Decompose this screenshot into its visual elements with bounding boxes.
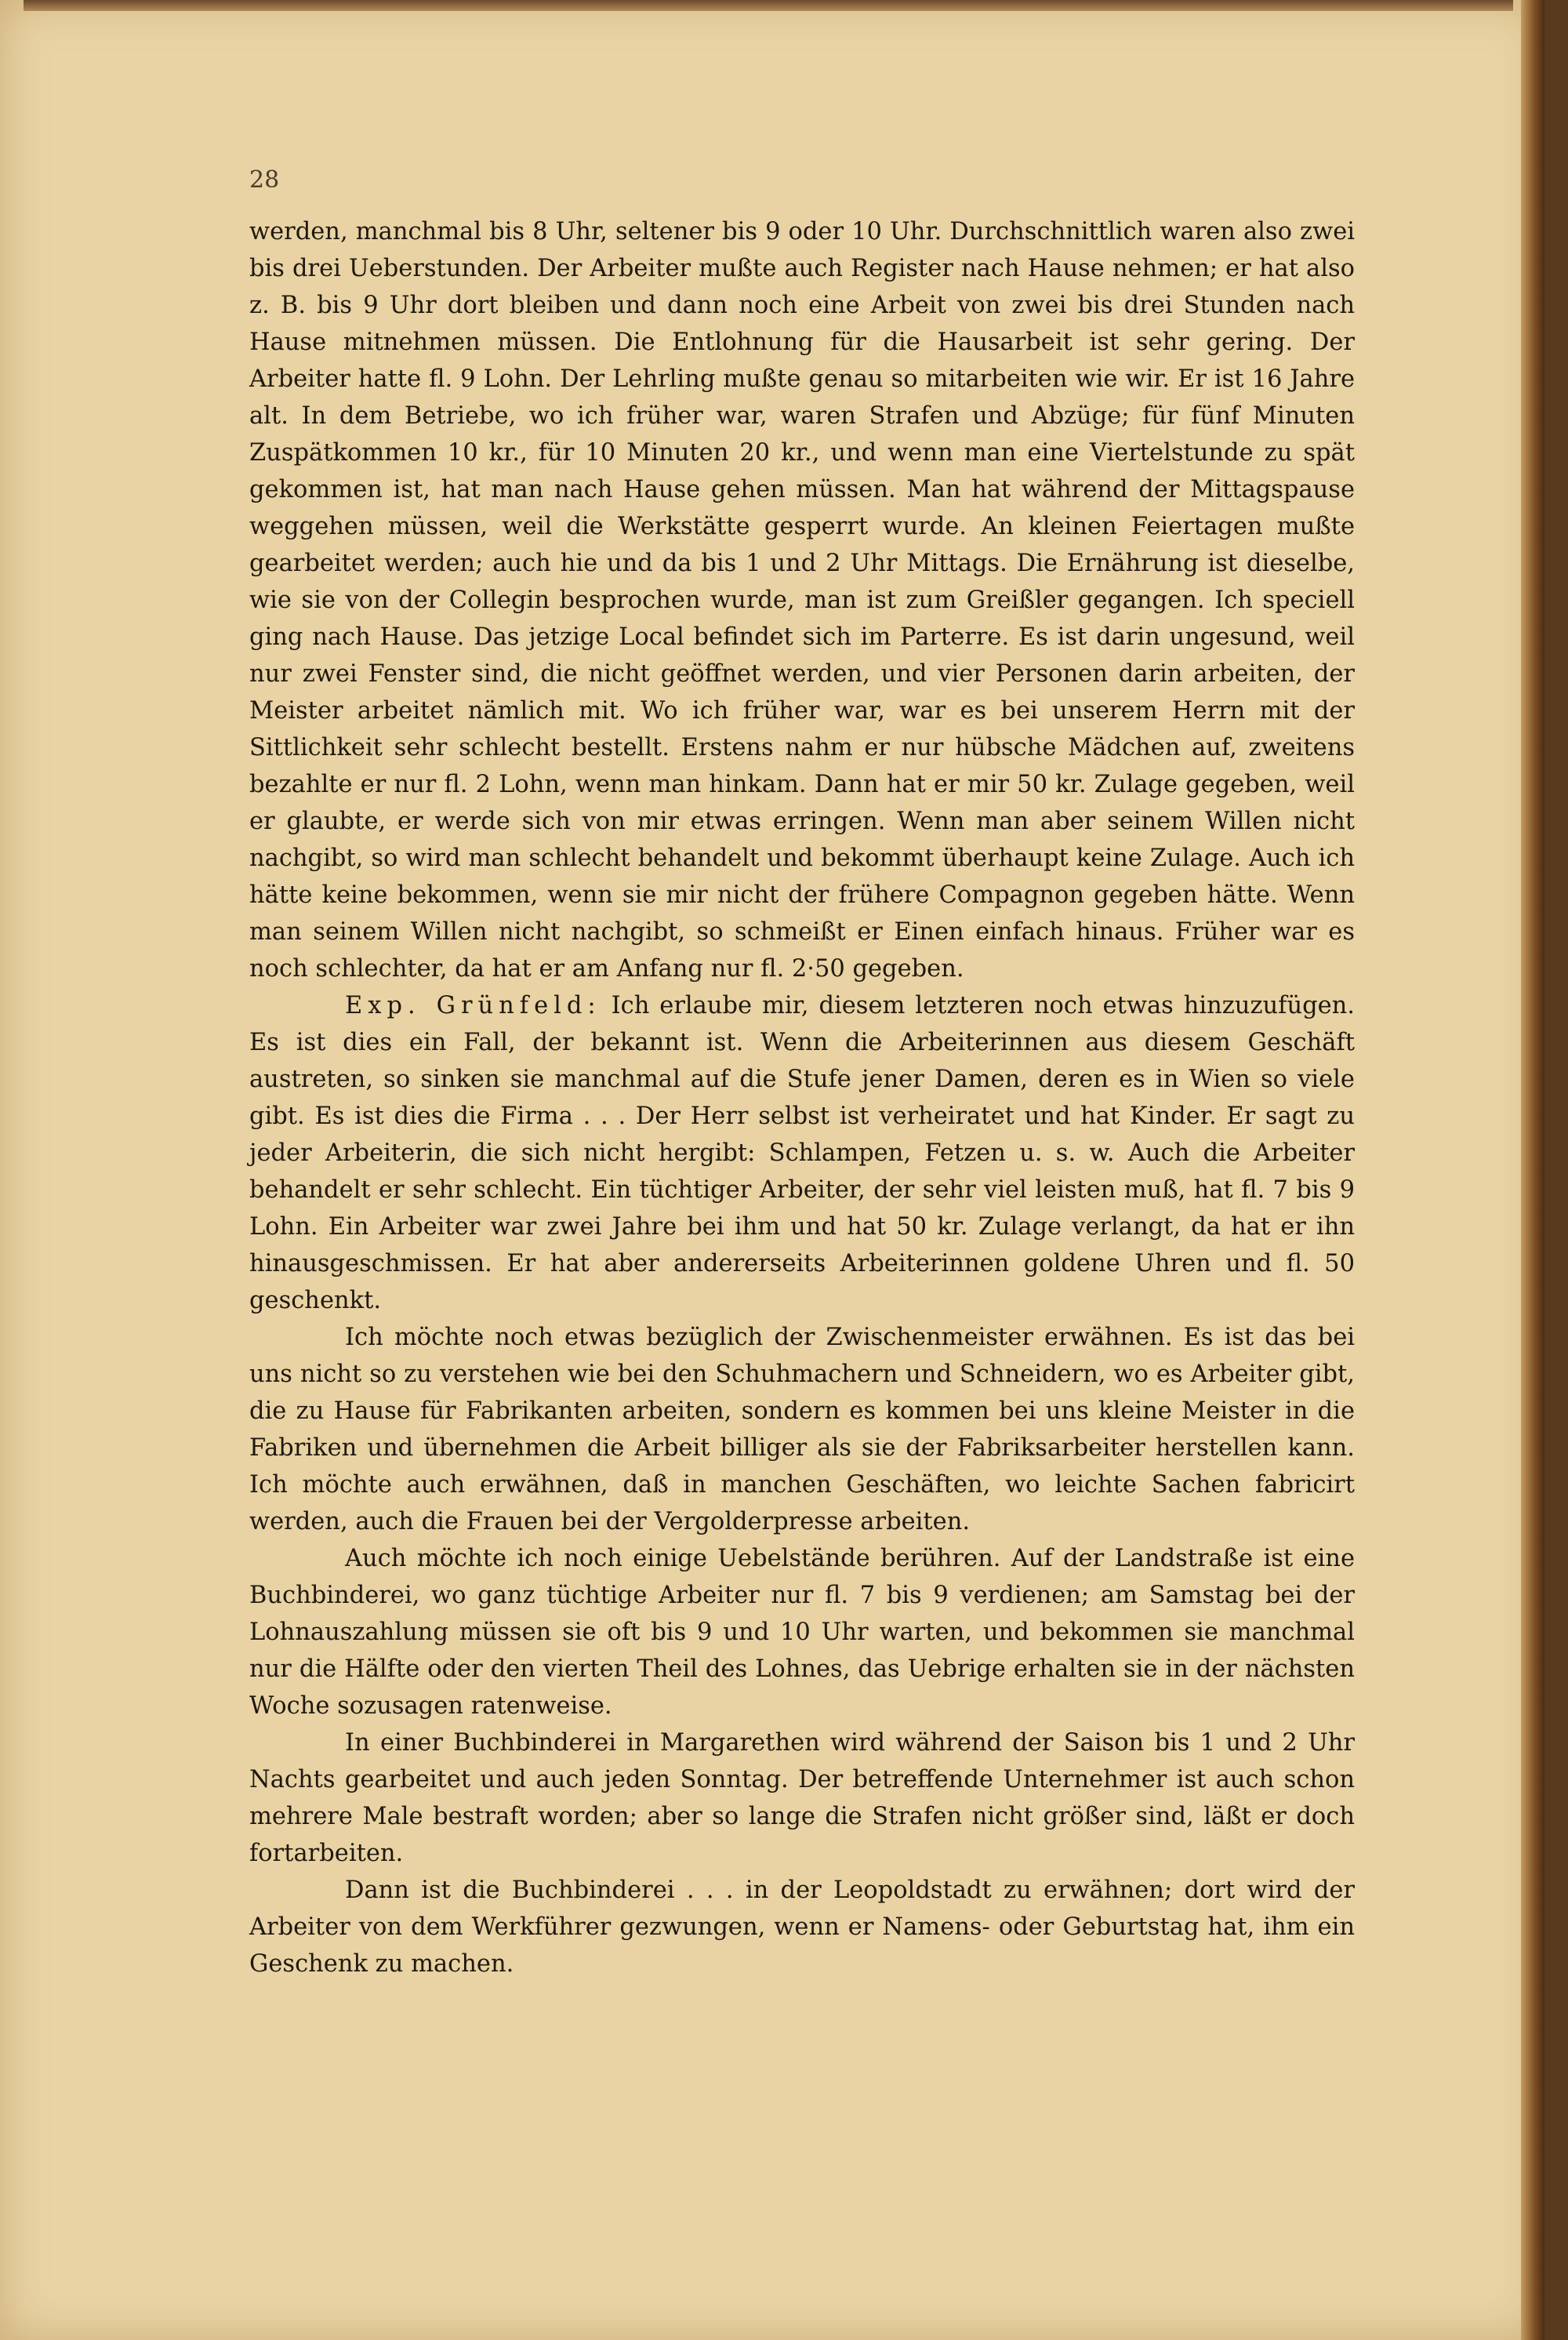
top-edge-rule (24, 0, 1513, 11)
binding-edge (1521, 0, 1544, 2340)
paragraph-landstrasse: Auch möchte ich noch einige Uebelstände berühren. Auf der Landstraße ist eine Buchbinderei, wo ganz tüchtige Arbeiter nur fl. 7 bis 9 verdienen; am Samstag bei der Lohnauszahlung müssen sie oft bis 9 und 10 Uhr warten, und bekommen sie manchmal nur die Hälfte oder den vierten Theil des Lohnes, das Uebrige erhalten sie in der nächsten Woche sozusagen ratenweise. (249, 1545, 1355, 1720)
page-number: 28 (249, 166, 280, 194)
paragraph-speaker-gruenfeld (249, 987, 1355, 1319)
paragraph-zwischenmeister: Ich möchte noch etwas bezüglich der Zwischenmeister erwähnen. Es ist das bei uns nicht so zu verstehen wie bei den Schuhmachern und Schneidern, wo es Arbeiter gibt, die zu Hause für Fabrikanten arbeiten, sondern es kommen bei uns kleine Meister in die Fabriken und übernehmen die Arbeit billiger als sie der Fabriksarbeiter herstellen kann. Ich möchte auch erwähnen, daß in manchen Geschäften, wo leichte Sachen fabricirt werden, auch die Frauen bei der Vergolderpresse arbeiten. (249, 1324, 1355, 1535)
body-text (249, 213, 1355, 1982)
paragraph-leopoldstadt: Dann ist die Buchbinderei . . . in der Leopoldstadt zu erwähnen; dort wird der Arbeiter von dem Werkführer gezwungen, wenn er Namens- oder Geburtstag hat, ihm ein Geschenk zu machen. (249, 1877, 1355, 1978)
speaker-text: Ich erlaube mir, diesem letzteren noch etwas hinzuzufügen. Es ist dies ein Fall, der bekannt ist. Wenn die Arbeiterinnen aus diesem Geschäft austreten, so sinken sie manchmal auf die Stufe jener Damen, deren es in Wien so viele gibt. Es ist dies die Firma . . . Der Herr selbst ist verheiratet und hat Kinder. Er sagt zu jeder Arbeiterin, die sich nicht hergibt: Schlampen, Fetzen u. s. w. Auch die Arbeiter behandelt er sehr schlecht. Ein tüchtiger Arbeiter, der sehr viel leisten muß, hat fl. 7 bis 9 Lohn. Ein Arbeiter war zwei Jahre bei ihm und hat 50 kr. Zulage verlangt, da hat er ihn hinausgeschmissen. Er hat aber andererseits Arbeiterinnen goldene Uhren und fl. 50 geschenkt. (249, 992, 1356, 1314)
speaker-label: Exp. Grünfeld: (345, 992, 601, 1019)
paragraph-continued: werden, manchmal bis 8 Uhr, seltener bis 9 oder 10 Uhr. Durchschnittlich waren also zwei bis drei Ueberstunden. Der Arbeiter mußte auch Register nach Hause nehmen; er hat also z. B. bis 9 Uhr dort bleiben und dann noch eine Arbeit von zwei bis drei Stunden nach Hause mitnehmen müssen. Die Entlohnung für die Hausarbeit ist sehr gering. Der Arbeiter hatte fl. 9 Lohn. Der Lehrling mußte genau so mitarbeiten wie wir. Er ist 16 Jahre alt. In dem Betriebe, wo ich früher war, waren Strafen und Abzüge; für fünf Minuten Zuspätkommen 10 kr., für 10 Minuten 20 kr., und wenn man eine Viertelstunde zu spät gekommen ist, hat man nach Hause gehen müssen. Man hat während der Mittagspause weggehen müssen, weil die Werkstätte gesperrt wurde. An kleinen Feiertagen mußte gearbeitet werden; auch hie und da bis 1 und 2 Uhr Mittags. Die Ernährung ist dieselbe, wie sie von der Collegin besprochen wurde, man ist zum Greißler gegangen. Ich speciell ging nach Hause. Das jetzige Local befindet sich im Parterre. Es ist darin ungesund, weil nur zwei Fenster sind, die nicht geöffnet werden, und vier Personen darin arbeiten, der Meister arbeitet nämlich mit. Wo ich früher war, war es bei unserem Herrn mit der Sittlichkeit sehr schlecht bestellt. Erstens nahm er nur hübsche Mädchen auf, zweitens bezahlte er nur fl. 2 Lohn, wenn man hinkam. Dann hat er mir 50 kr. Zulage gegeben, weil er glaubte, er werde sich von mir etwas erringen. Wenn man aber seinem Willen nicht nachgibt, so wird man schlecht behandelt und bekommt überhaupt keine Zulage. Auch ich hätte keine bekommen, wenn sie mir nicht der frühere Compagnon gegeben hätte. Wenn man seinem Willen nicht nachgibt, so schmeißt er Einen einfach hinaus. Früher war es noch schlechter, da hat er am Anfang nur fl. 2·50 gegeben. (249, 218, 1355, 983)
paragraph-margarethen: In einer Buchbinderei in Margarethen wird während der Saison bis 1 und 2 Uhr Nachts gearbeitet und auch jeden Sonntag. Der betreffende Unternehmer ist auch schon mehrere Male bestraft worden; aber so lange die Strafen nicht größer sind, läßt er doch fortarbeiten. (249, 1729, 1355, 1867)
